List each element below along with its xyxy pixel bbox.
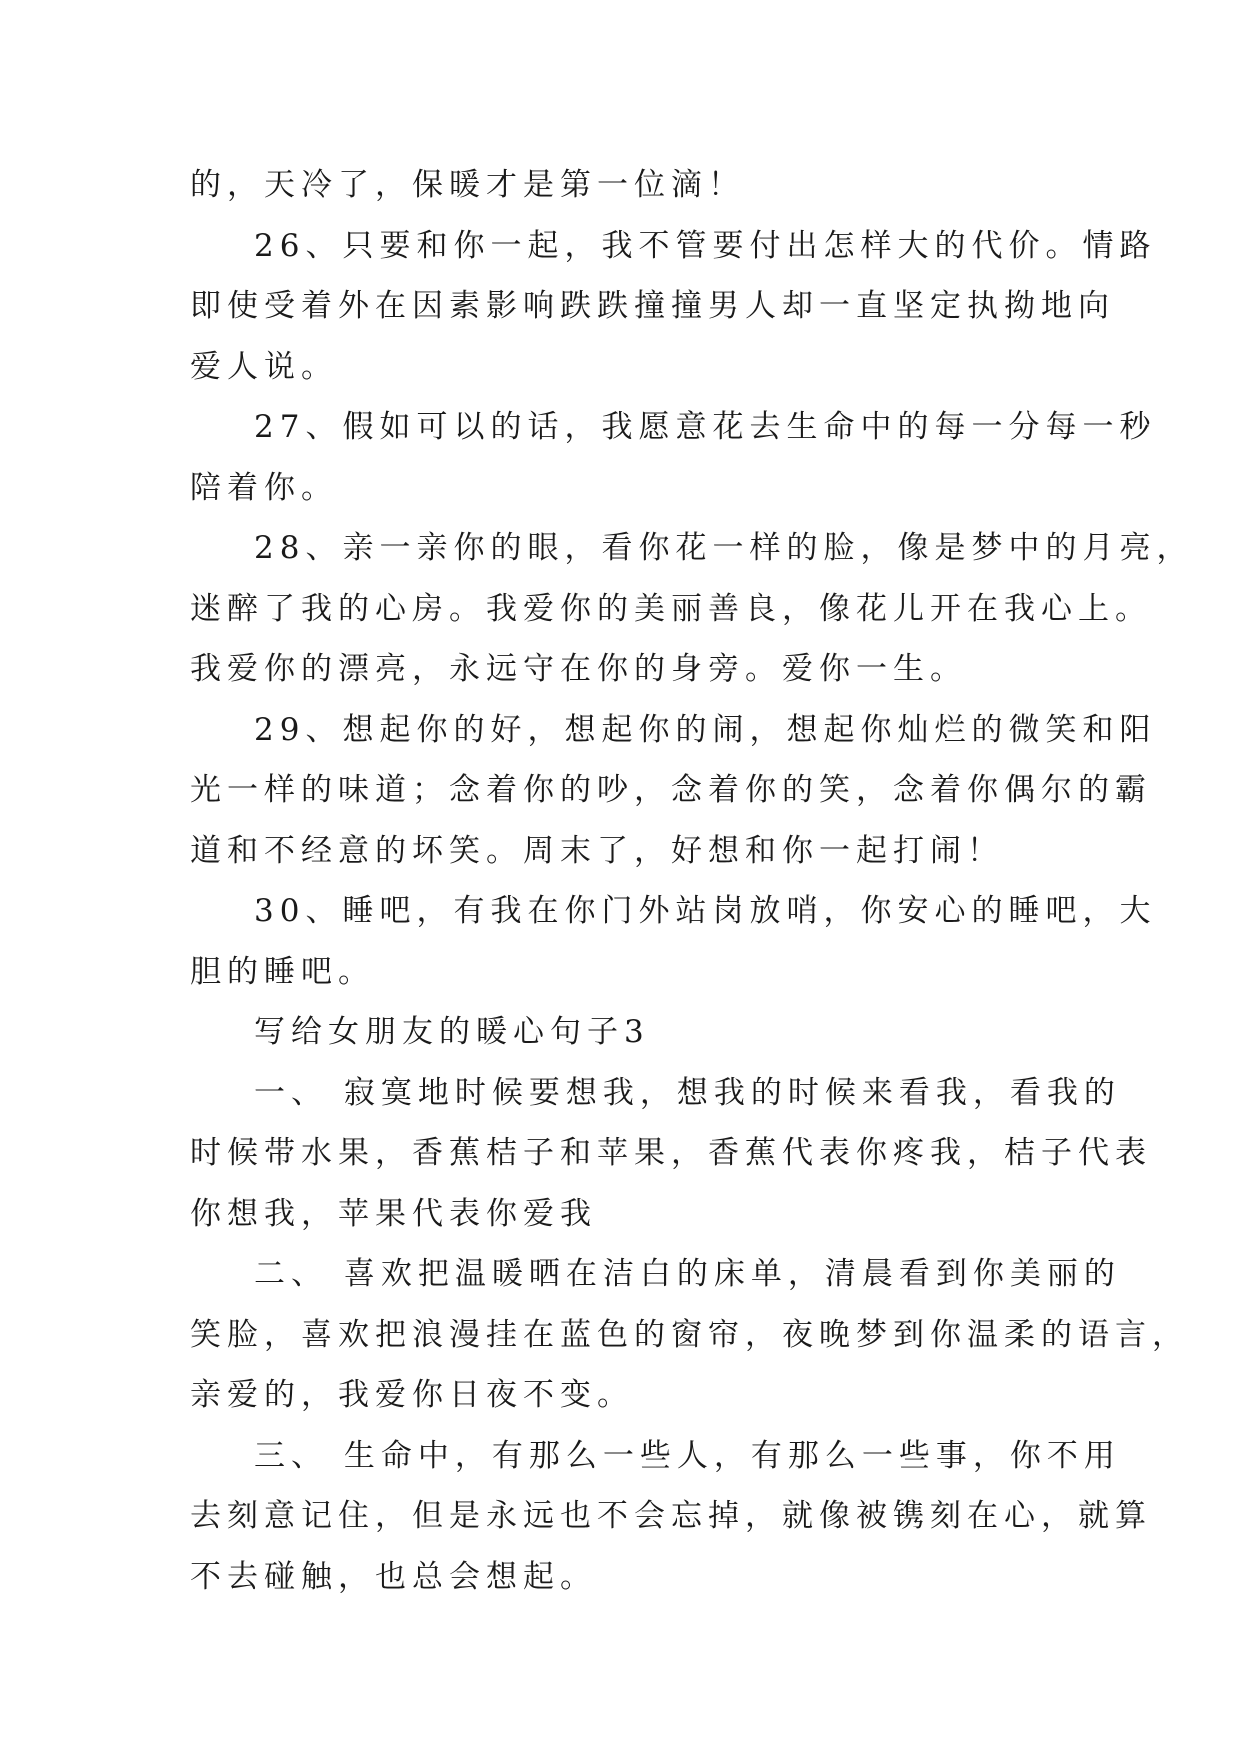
text-line: 不去碰触，也总会想起。 (190, 1558, 597, 1595)
text-line: 的，天冷了，保暖才是第一位滴！ (190, 167, 745, 203)
text-line: 光一样的味道；念着你的吵，念着你的笑，念着你偶尔的霸 (190, 772, 1152, 808)
text-line: 笑脸，喜欢把浪漫挂在蓝色的窗帘，夜晚梦到你温柔的语言， (190, 1316, 1189, 1353)
text-line: 26、只要和你一起，我不管要付出怎样大的代价。情路 (254, 227, 1157, 264)
text-line: 去刻意记住，但是永远也不会忘掉，就像被镌刻在心，就算 (190, 1498, 1152, 1534)
text-line: 陪着你。 (190, 469, 338, 506)
text-line: 胆的睡吧。 (190, 953, 375, 990)
text-line: 爱人说。 (190, 348, 338, 385)
text-line: 时候带水果，香蕉桔子和苹果，香蕉代表你疼我，桔子代表 (190, 1135, 1152, 1171)
text-line: 我爱你的漂亮，永远守在你的身旁。爱你一生。 (190, 651, 967, 687)
text-line: 迷醉了我的心房。我爱你的美丽善良，像花儿开在我心上。 (190, 590, 1152, 627)
text-line: 28、亲一亲你的眼，看你花一样的脸，像是梦中的月亮， (254, 530, 1194, 566)
text-line: 27、假如可以的话，我愿意花去生命中的每一分每一秒 (254, 409, 1157, 445)
text-line: 道和不经意的坏笑。周末了，好想和你一起打闹！ (190, 832, 1004, 869)
text-line: 亲爱的，我爱你日夜不变。 (190, 1377, 634, 1413)
text-line: 即使受着外在因素影响跌跌撞撞男人却一直坚定执拗地向 (190, 288, 1115, 324)
text-line: 三、 生命中，有那么一些人，有那么一些事，你不用 (254, 1437, 1121, 1474)
text-line: 你想我，苹果代表你爱我 (190, 1195, 597, 1232)
text-line: 二、 喜欢把温暖晒在洁白的床单，清晨看到你美丽的 (254, 1256, 1121, 1292)
text-line: 一、 寂寞地时候要想我，想我的时候来看我，看我的 (254, 1074, 1121, 1111)
text-line: 30、睡吧，有我在你门外站岗放哨，你安心的睡吧，大 (254, 893, 1157, 929)
section-heading: 写给女朋友的暖心句子3 (254, 1014, 650, 1050)
document-body (190, 155, 1194, 1607)
text-line: 29、想起你的好，想起你的闹，想起你灿烂的微笑和阳 (254, 711, 1157, 748)
